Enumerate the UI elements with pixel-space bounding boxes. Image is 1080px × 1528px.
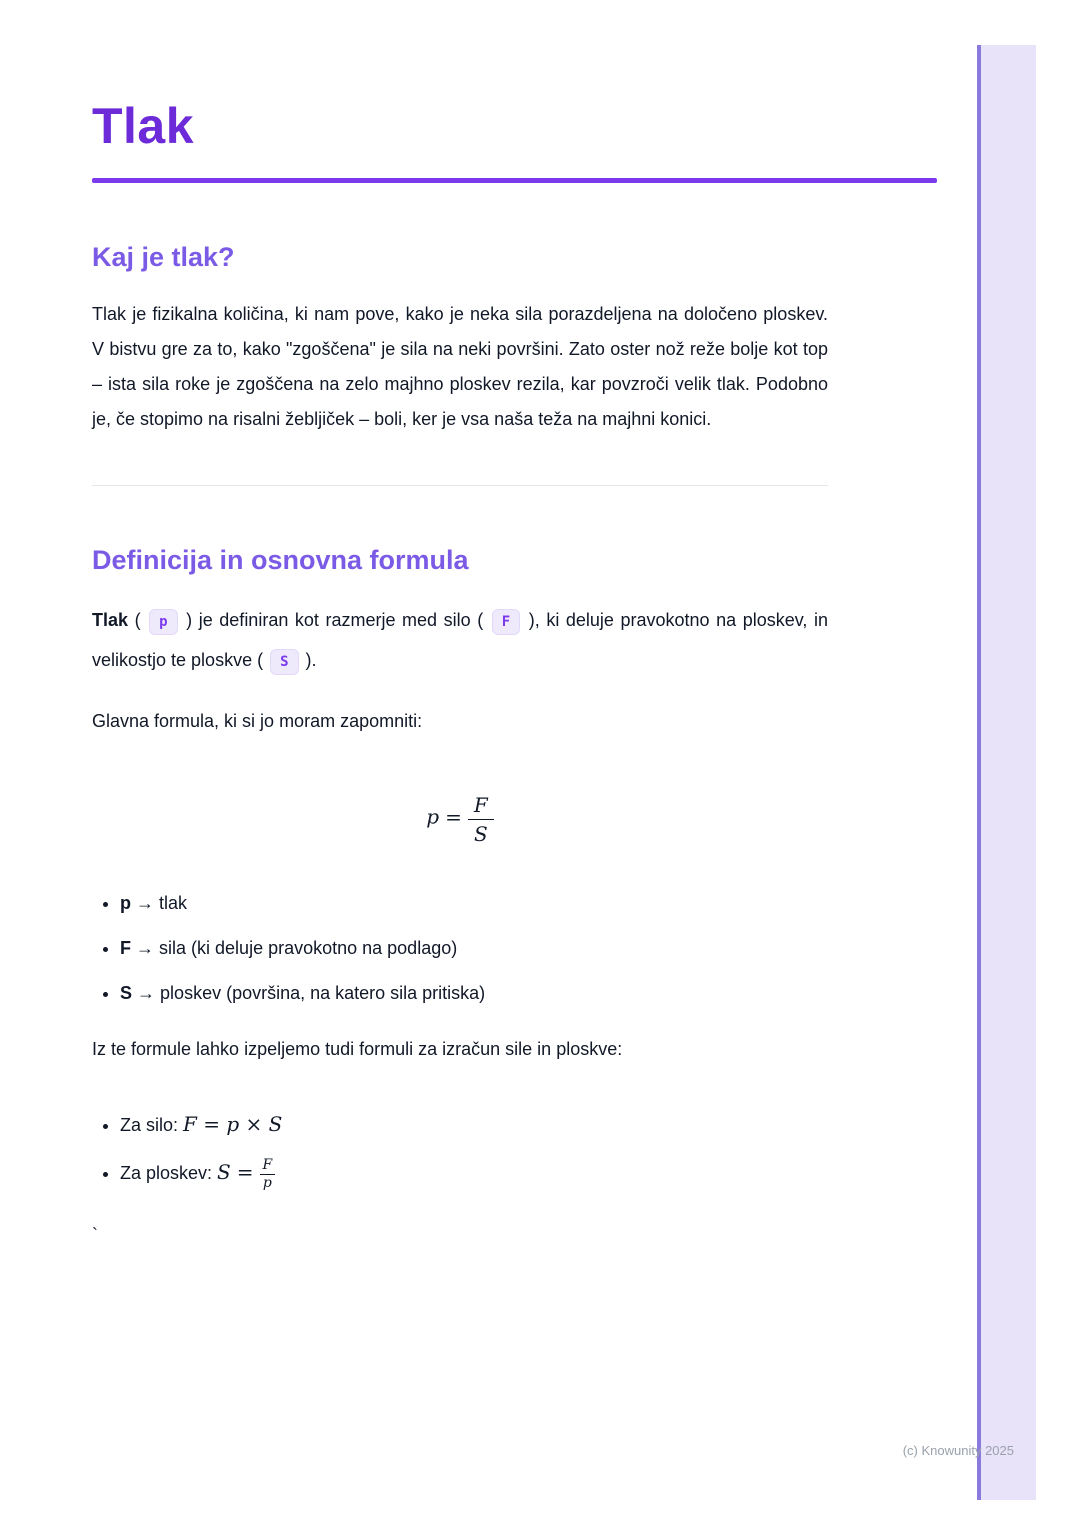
derived-ploskev-equals: = xyxy=(236,1160,254,1184)
derived-intro-paragraph: Iz te formule lahko izpeljemo tudi formuli za izračun sile in ploskve: xyxy=(92,1039,623,1059)
main-formula xyxy=(92,793,828,846)
arrow-icon: → xyxy=(136,938,155,958)
derived-formula-list xyxy=(92,1109,830,1191)
formula-lhs: p xyxy=(426,804,440,829)
definition-text-2: ) je definiran kot razmerje med silo ( xyxy=(179,610,490,630)
section-heading-definicija: Definicija in osnovna formula xyxy=(92,545,469,575)
code-chip-p: p xyxy=(149,609,177,635)
derived-ploskev-fraction xyxy=(260,1158,276,1191)
list-item xyxy=(120,978,830,1008)
stray-backtick: ` xyxy=(92,1224,98,1245)
side-strip xyxy=(978,45,1036,1500)
formula-numerator: F xyxy=(468,793,494,820)
definition-text-3: ), ki deluje pravokotno na ploskev, in velikostjo te ploskve ( xyxy=(92,610,828,670)
symbol-p: p xyxy=(120,893,131,913)
intro-paragraph: Tlak je fizikalna količina, ki nam pove, kako je neka sila porazdeljena na določeno ploskev. V bistvu gre za to, kako "zgoščena" je sila na neki površini. Zato oster nož reže bolje kot top – ista sila roke je zgoščena na zelo majhno ploskev rezila, kar povzroči velik tlak. Podobno je, če stopimo na risalni žebljiček – boli, ker je vsa naša teža na majhni konici. xyxy=(92,304,828,429)
section-heading-kaj-je-tlak: Kaj je tlak? xyxy=(92,242,235,272)
document-content xyxy=(92,0,937,1246)
title-divider xyxy=(92,178,937,183)
symbol-p-desc: tlak xyxy=(159,893,188,913)
side-strip-accent-line xyxy=(977,45,981,1500)
definition-text-1: ( xyxy=(128,610,148,630)
list-item xyxy=(120,888,830,918)
code-chip-f: F xyxy=(492,609,520,635)
section-divider xyxy=(92,485,828,486)
page-title: Tlak xyxy=(92,98,195,154)
formula-denominator: S xyxy=(473,822,488,846)
list-item xyxy=(120,933,830,963)
definition-term-tlak: Tlak xyxy=(92,610,129,630)
symbol-f: F xyxy=(120,938,131,958)
symbol-f-desc: sila (ki deluje pravokotno na podlago) xyxy=(159,938,458,958)
derived-sila-formula: F = p × S xyxy=(183,1112,283,1136)
definition-paragraph xyxy=(92,600,828,680)
derived-ploskev-denominator: p xyxy=(262,1174,272,1191)
list-item xyxy=(120,1109,830,1140)
derived-ploskev-lhs: S xyxy=(217,1160,231,1184)
definition-text-4: ). xyxy=(300,650,317,670)
derived-ploskev-numerator: F xyxy=(260,1158,276,1175)
code-chip-s: S xyxy=(270,649,298,675)
arrow-icon: → xyxy=(137,983,156,1003)
symbol-list xyxy=(92,888,830,1008)
formula-equals: = xyxy=(445,804,462,829)
footer-credit: (c) Knowunity 2025 xyxy=(902,1443,1014,1458)
formula-intro-paragraph: Glavna formula, ki si jo moram zapomniti: xyxy=(92,711,423,731)
formula-fraction xyxy=(468,793,494,846)
derived-ploskev-label: Za ploskev: xyxy=(120,1163,218,1183)
symbol-s: S xyxy=(120,983,133,1003)
derived-sila-label: Za silo: xyxy=(120,1115,184,1135)
arrow-icon: → xyxy=(136,893,155,913)
symbol-s-desc: ploskev (površina, na katero sila pritiska) xyxy=(160,983,486,1003)
list-item xyxy=(120,1157,830,1191)
